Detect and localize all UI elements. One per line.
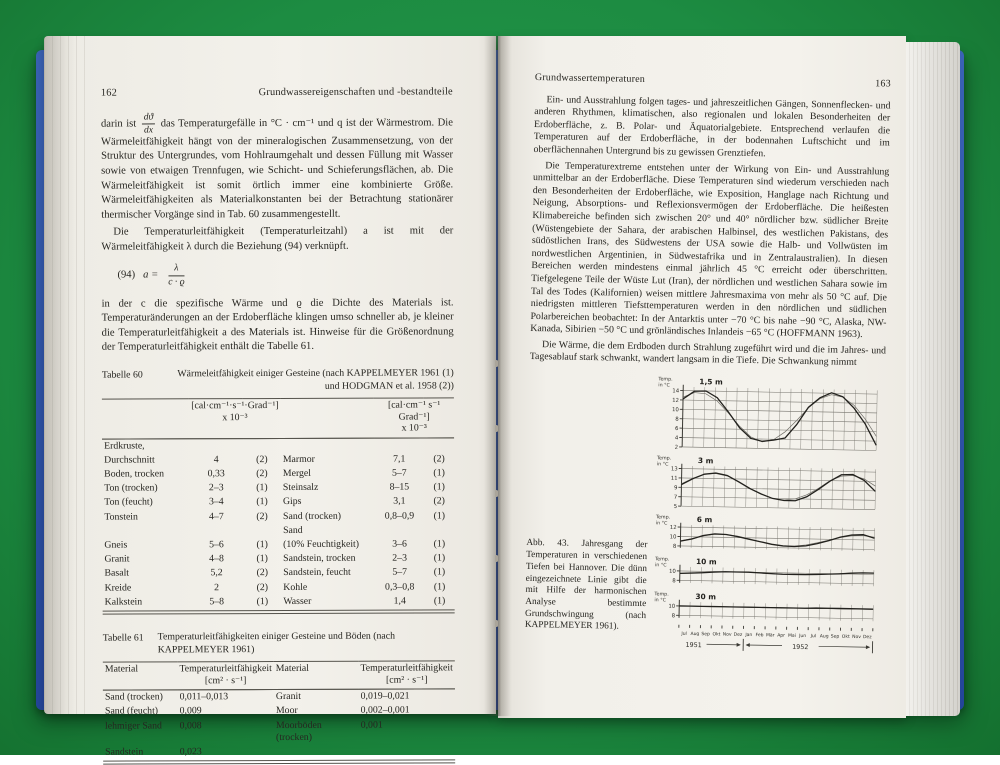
- table-cell: 3–4: [190, 496, 244, 510]
- table-cell: Kohle: [281, 580, 375, 595]
- table-row: [102, 552, 454, 567]
- page-right-content: [524, 72, 891, 662]
- table-cell: (1): [424, 509, 454, 523]
- table-cell: Kalkstein: [103, 595, 190, 610]
- svg-text:8: 8: [672, 613, 676, 619]
- para1-before: darin ist: [101, 118, 136, 129]
- table-61-header-row: Material Temperaturleitfähigkeit [cm² · s⁻¹] Material Temperaturleitfähigkeit [cm² · s⁻¹]: [103, 661, 455, 690]
- svg-text:Mär: Mär: [766, 632, 775, 638]
- table-cell: [374, 438, 424, 453]
- svg-text:6: 6: [675, 426, 679, 432]
- svg-text:Apr: Apr: [777, 633, 785, 639]
- page-right: [498, 36, 906, 718]
- svg-text:Jul: Jul: [810, 633, 817, 639]
- figure-charts: [652, 374, 885, 662]
- table-row: [102, 438, 454, 454]
- svg-text:Nov: Nov: [852, 634, 861, 640]
- table-cell: (2): [243, 467, 281, 481]
- table-cell: Erdkruste,: [102, 438, 189, 453]
- table-cell: 0,019–0,021: [359, 689, 455, 704]
- table-cell: (1): [424, 466, 454, 480]
- fraction-dtheta-dx: [142, 112, 156, 135]
- svg-text:4: 4: [675, 435, 679, 441]
- table-cell: 5–7: [375, 566, 425, 580]
- year-label-1951: 1951: [685, 641, 701, 649]
- table-60-title: Wärmeleitfähigkeit einiger Gesteine (nach KAPPELMEYER 1961 (1) und HODGMAN et al. 1958 (2)): [157, 367, 454, 393]
- table-cell: Sand: [281, 524, 375, 539]
- chart-months-axis: [652, 624, 881, 658]
- table-cell: Sandstein, trocken: [281, 552, 375, 567]
- svg-text:8: 8: [675, 417, 679, 423]
- table-cell: 2–3: [189, 481, 243, 495]
- table-row: [102, 481, 454, 496]
- chart-depth-label: 1,5 m: [699, 377, 723, 386]
- table-cell: [189, 438, 243, 453]
- table-cell: (2): [243, 453, 281, 467]
- table-cell: 4–7: [190, 510, 244, 524]
- table-row: [102, 566, 454, 581]
- table-cell: 0,023: [178, 745, 274, 760]
- table-cell: (2): [424, 452, 454, 466]
- table-cell: 4–8: [190, 552, 244, 566]
- figure-caption: Abb. 43. Jahresgang der Temperaturen in verschiedenen Tiefen bei Hannover. Die dünn eingezeichnete Linie gibt die mit Hilfe der harmonischen Analyse bestimmte Grundschwingung (nach KAPPELMEYER 1961).: [525, 538, 655, 634]
- svg-text:Nov: Nov: [723, 632, 732, 638]
- table-row: [103, 689, 455, 705]
- table-cell: (1): [243, 538, 281, 552]
- table-60-block: [102, 367, 455, 614]
- svg-text:8: 8: [672, 578, 676, 584]
- table-cell: 0,009: [178, 705, 274, 720]
- chart-panel-depth-3: [654, 512, 883, 554]
- table-cell: 0,33: [189, 467, 243, 481]
- table-60-unit-right: [cal·cm⁻¹ s⁻¹ Grad⁻¹] x 10⁻³: [374, 398, 454, 438]
- table-61-block: [103, 630, 455, 764]
- folio-right: 163: [875, 78, 891, 91]
- table-cell: lehmiger Sand: [103, 719, 178, 746]
- fraction-denominator: dx: [142, 124, 156, 135]
- svg-text:7: 7: [674, 495, 678, 501]
- year-label-1952: 1952: [792, 643, 808, 651]
- svg-text:10: 10: [668, 604, 676, 610]
- svg-text:12: 12: [672, 398, 679, 404]
- chart-depth-label: 3 m: [698, 456, 714, 465]
- table-cell: Moor: [274, 704, 359, 718]
- svg-text:in °C: in °C: [654, 597, 666, 603]
- table-cell: [359, 744, 455, 759]
- table-cell: (2): [243, 581, 281, 595]
- open-book: [36, 30, 964, 724]
- folio-left: 162: [101, 87, 117, 102]
- svg-text:in °C: in °C: [656, 520, 668, 526]
- table-cell: (1): [243, 595, 281, 609]
- table-60-unit-row: [102, 398, 454, 439]
- chart-depth-label: 6 m: [697, 515, 713, 524]
- paragraph-heat-propagation: Die Wärme, die dem Erdboden durch Strahlung zugeführt wird und die im Jahres- und Tagesablauf stark schwankt, wandert langsam in die Tiefe. Die Schwankung nimmt: [530, 339, 886, 371]
- equation-fraction: [168, 264, 184, 287]
- table-cell: (1): [425, 594, 455, 608]
- chart-panel-depth-2: [655, 453, 884, 512]
- table-cell: (2): [243, 510, 281, 524]
- table-cell: Wasser: [281, 595, 375, 610]
- page-left: [44, 36, 496, 714]
- equation-lhs: a =: [143, 268, 158, 283]
- page-left-content: [101, 85, 455, 765]
- table-cell: (1): [243, 552, 281, 566]
- svg-text:Feb: Feb: [755, 632, 763, 638]
- svg-text:8: 8: [673, 544, 677, 550]
- table-cell: 2: [190, 581, 244, 595]
- table-cell: 0,008: [178, 719, 274, 746]
- svg-text:11: 11: [671, 476, 678, 482]
- binding-stitch: [495, 360, 498, 367]
- table-cell: [243, 438, 281, 453]
- paragraph-specific-heat: in der c die spezifische Wärme und ϱ die Dichte des Materials ist. Temperaturänderungen an der Erdoberfläche klingen umso schneller ab, je kleiner die Temperaturleitfähigkeit a des Materials ist. Hinweise für die Größenordnung der Temperaturleitfähigkeit enthält die Tabelle 61.: [102, 296, 454, 356]
- table-cell: (2): [424, 495, 454, 509]
- table-61-title: Temperaturleitfähigkeiten einiger Gesteine und Böden (nach KAPPELMEYER 1961): [158, 630, 455, 656]
- table-cell: Basalt: [102, 567, 189, 582]
- paragraph-radiation: Ein- und Ausstrahlung folgen tages- und jahreszeitlichen Gängen, Sonnenflecken- und anderen Rhythmen, klimatischen, also regionalen und lokalen Besonderheiten der Erdoberfläche, z. B. Polar- und Äquatorialgebiete. Entsprechend verlaufen die Temperaturen auf der Erdoberfläche, in der bodennahen Luftschicht und im oberflächennahen Untergrund bis zu gewissen Grenztiefen.: [533, 94, 890, 163]
- table-cell: 0,3–0,8: [375, 580, 425, 594]
- table-cell: [424, 438, 454, 453]
- table-60-bottom-rule: [103, 609, 455, 614]
- table-cell: 4: [189, 453, 243, 467]
- svg-text:12: 12: [670, 525, 677, 531]
- svg-text:Dez: Dez: [734, 632, 743, 638]
- chart-panel-depth-4: [654, 554, 883, 589]
- svg-text:Okt: Okt: [712, 631, 720, 637]
- running-head-right: Grundwassertemperaturen: [535, 72, 645, 87]
- table-cell: Boden, trocken: [102, 467, 189, 482]
- table-cell: [190, 524, 244, 538]
- table-cell: Mergel: [281, 467, 375, 482]
- chart-panel-depth-1: [656, 374, 885, 453]
- table-cell: Moorböden (trocken): [274, 718, 359, 745]
- table-cell: 0,8–0,9: [375, 509, 425, 523]
- table-cell: (1): [243, 495, 281, 509]
- table-row: [102, 523, 454, 538]
- table-row: [103, 744, 455, 759]
- svg-text:Mai: Mai: [788, 633, 796, 639]
- table-61: [103, 661, 455, 760]
- table-cell: Sandstein: [103, 745, 178, 759]
- svg-text:Okt: Okt: [842, 634, 850, 640]
- table-60-label: Tabelle 60: [102, 368, 143, 393]
- svg-text:Temp.: Temp.: [653, 591, 668, 597]
- table-cell: 7,1: [374, 452, 424, 466]
- equation-numerator: λ: [168, 264, 184, 276]
- table-cell: (1): [424, 552, 454, 566]
- chart-panel-depth-5: [653, 589, 882, 624]
- svg-text:Dez: Dez: [863, 634, 872, 640]
- table-cell: (1): [424, 580, 454, 594]
- table-cell: 8–15: [375, 481, 425, 495]
- table-60-caption: [102, 367, 454, 393]
- page-header-right: [535, 72, 891, 91]
- table-cell: Steinsalz: [281, 481, 375, 496]
- table-cell: 2–3: [375, 552, 425, 566]
- svg-text:Jun: Jun: [798, 633, 806, 639]
- table-cell: Sand (trocken): [103, 690, 178, 705]
- table-61-label: Tabelle 61: [103, 632, 144, 657]
- fraction-numerator: dϑ: [142, 112, 156, 124]
- table-cell: 5–7: [375, 467, 425, 481]
- table-cell: 0,002–0,001: [359, 704, 455, 719]
- svg-text:in °C: in °C: [655, 562, 667, 568]
- table-cell: 1,4: [375, 594, 425, 608]
- table-row: [102, 495, 454, 510]
- svg-text:in °C: in °C: [658, 382, 670, 388]
- table-cell: Gips: [281, 495, 375, 510]
- svg-text:14: 14: [672, 388, 680, 394]
- table-cell: [375, 523, 425, 537]
- table-cell: Granit: [102, 553, 189, 568]
- table-row: [102, 509, 454, 524]
- table-cell: 3,1: [375, 495, 425, 509]
- table-cell: Sand (feucht): [103, 705, 178, 719]
- binding-stitch: [495, 620, 498, 627]
- table-cell: [274, 745, 359, 759]
- table-cell: (1): [424, 566, 454, 580]
- equation-number: (94): [117, 268, 135, 283]
- paragraph-temperature-extremes: Die Temperaturextreme entstehen unter der Wirkung von Ein- und Ausstrahlung unmittelbar an der Erdoberfläche. Diese Temperaturen sind wiederum verschieden nach den Besonderheiten der Erdoberfläche, wie Exposition, Hanglage nach Richtung und Neigung, Absorptions- und Reflexionsvermögen der Erdoberfläche. Die heißesten Klimabereiche befinden sich zwischen 20° und 40° nördlicher bzw. südlicher Breite (Wüstengebiete der Sahara, der arabischen Halbinsel, des westlichen Pakistans, des südöstlichen Irans, des Südwestens der USA sowie die Halb- und Vollwüsten im nordwestlichen Argentinien, in Südwestafrika und in Zentralaustralien). In diesen Bereichen werden mindestens einmal jährlich 45 °C erreicht oder überschritten. Tiefgelegene Teile der Wüste Lut (Iran), der nördlichen und westlichen Sahara sowie im Tal des Todes (Kalifornien) weisen mittlere Jahresmaxima von mehr als 50 °C auf. Die niedrigsten mittleren Tiefsttemperaturen werden in den nördlichen und südlichen Polarbereichen beobachtet: In der Antarktis unter −70 °C bis nahe −90 °C, Alaska, NW-Kanada, Sibirien −50 °C und grönländisches Inlandeis −65 °C (HOFFMANN 1963).: [530, 160, 889, 343]
- table-cell: [102, 524, 189, 539]
- table-cell: Tonstein: [102, 510, 189, 525]
- table-cell: (1): [424, 537, 454, 551]
- svg-text:in °C: in °C: [657, 461, 669, 467]
- table-cell: Sand (trocken): [281, 509, 375, 524]
- binding-stitch: [495, 555, 498, 562]
- table-row: [103, 594, 455, 609]
- svg-text:Aug: Aug: [820, 633, 829, 639]
- table-cell: 3–6: [375, 538, 425, 552]
- table-cell: (10% Feuchtigkeit): [281, 538, 375, 553]
- svg-text:Jul: Jul: [680, 631, 687, 637]
- table-row: [102, 452, 454, 467]
- table-row: [103, 580, 455, 595]
- page-header-left: [101, 85, 453, 101]
- svg-text:Sep: Sep: [831, 634, 840, 640]
- table-61-bottom-rule: [103, 760, 455, 765]
- paragraph-thermal-conductivity: [101, 111, 453, 223]
- table-61-caption: [103, 630, 455, 656]
- svg-text:13: 13: [671, 466, 678, 472]
- para1-after: das Temperaturgefälle in °C · cm⁻¹ und q ist der Wärmestrom. Die Wärmeleitfähigkeit hängt von der mineralogischen Zusammensetzung, von der Struktur des Untergrundes, vom Hohlraumgehalt und dessen Füllung mit Wasser sowie von etwaigen Trennfugen, wie Schicht- und Schieferungsflächen, ab. Die Wärmeleitfähigkeit ist somit örtlich immer eine kombinierte Größe. Wärmeleitfähigkeiten als Materialkonstanten bei der Betrachtung stationärer thermischer Vorgänge sind in Tab. 60 zusammengestellt.: [101, 117, 453, 220]
- chart-depth-label: 30 m: [695, 592, 716, 601]
- table-60: [102, 398, 455, 610]
- svg-text:10: 10: [670, 534, 678, 540]
- table-cell: [424, 523, 454, 537]
- table-cell: [281, 438, 375, 453]
- table-cell: 0,001: [359, 718, 455, 745]
- table-row: [102, 537, 454, 552]
- table-cell: (1): [243, 481, 281, 495]
- page-edge-stack: [906, 42, 960, 716]
- svg-text:10: 10: [669, 569, 677, 575]
- binding-stitch: [495, 490, 498, 497]
- table-cell: 5–6: [190, 538, 244, 552]
- equation-denominator: c · ϱ: [168, 276, 184, 287]
- running-head-left: Grundwassereigenschaften und -bestandteile: [259, 85, 453, 100]
- table-cell: (1): [424, 481, 454, 495]
- table-cell: [243, 524, 281, 538]
- svg-text:2: 2: [675, 445, 679, 451]
- svg-text:Jan: Jan: [744, 632, 752, 638]
- table-cell: Sandstein, feucht: [281, 566, 375, 581]
- svg-text:Temp.: Temp.: [656, 455, 671, 461]
- svg-text:Sep: Sep: [701, 631, 710, 637]
- table-cell: Marmor: [281, 453, 375, 468]
- table-60-unit-left: [cal·cm⁻¹·s⁻¹·Grad⁻¹] x 10⁻³: [189, 399, 281, 439]
- equation-94: [117, 263, 453, 287]
- svg-text:9: 9: [674, 485, 678, 491]
- table-cell: Ton (trocken): [102, 482, 189, 497]
- svg-text:5: 5: [674, 504, 678, 510]
- svg-text:10: 10: [672, 407, 680, 413]
- table-row: [103, 704, 455, 719]
- table-cell: Gneis: [102, 538, 189, 553]
- svg-text:Temp.: Temp.: [657, 376, 672, 382]
- figure-abb43: [524, 372, 885, 662]
- svg-text:Temp.: Temp.: [655, 514, 670, 520]
- table-row: [102, 466, 454, 481]
- table-cell: Kreide: [103, 581, 190, 596]
- table-cell: Granit: [274, 690, 359, 705]
- table-cell: (2): [243, 566, 281, 580]
- svg-text:Aug: Aug: [690, 631, 699, 637]
- paragraph-temperaturleitfaehigkeit: Die Temperaturleitfähigkeit (Temperaturleitzahl) a ist mit der Wärmeleitfähigkeit λ durch die Beziehung (94) verknüpft.: [101, 225, 453, 255]
- binding-stitch: [495, 425, 498, 432]
- table-cell: 5–8: [190, 595, 244, 609]
- table-row: [103, 718, 455, 746]
- table-cell: Durchschnitt: [102, 453, 189, 468]
- table-cell: Ton (feucht): [102, 496, 189, 511]
- svg-text:Temp.: Temp.: [654, 556, 669, 562]
- table-cell: 5,2: [190, 567, 244, 581]
- table-cell: 0,011–0,013: [178, 690, 274, 705]
- chart-depth-label: 10 m: [696, 557, 717, 566]
